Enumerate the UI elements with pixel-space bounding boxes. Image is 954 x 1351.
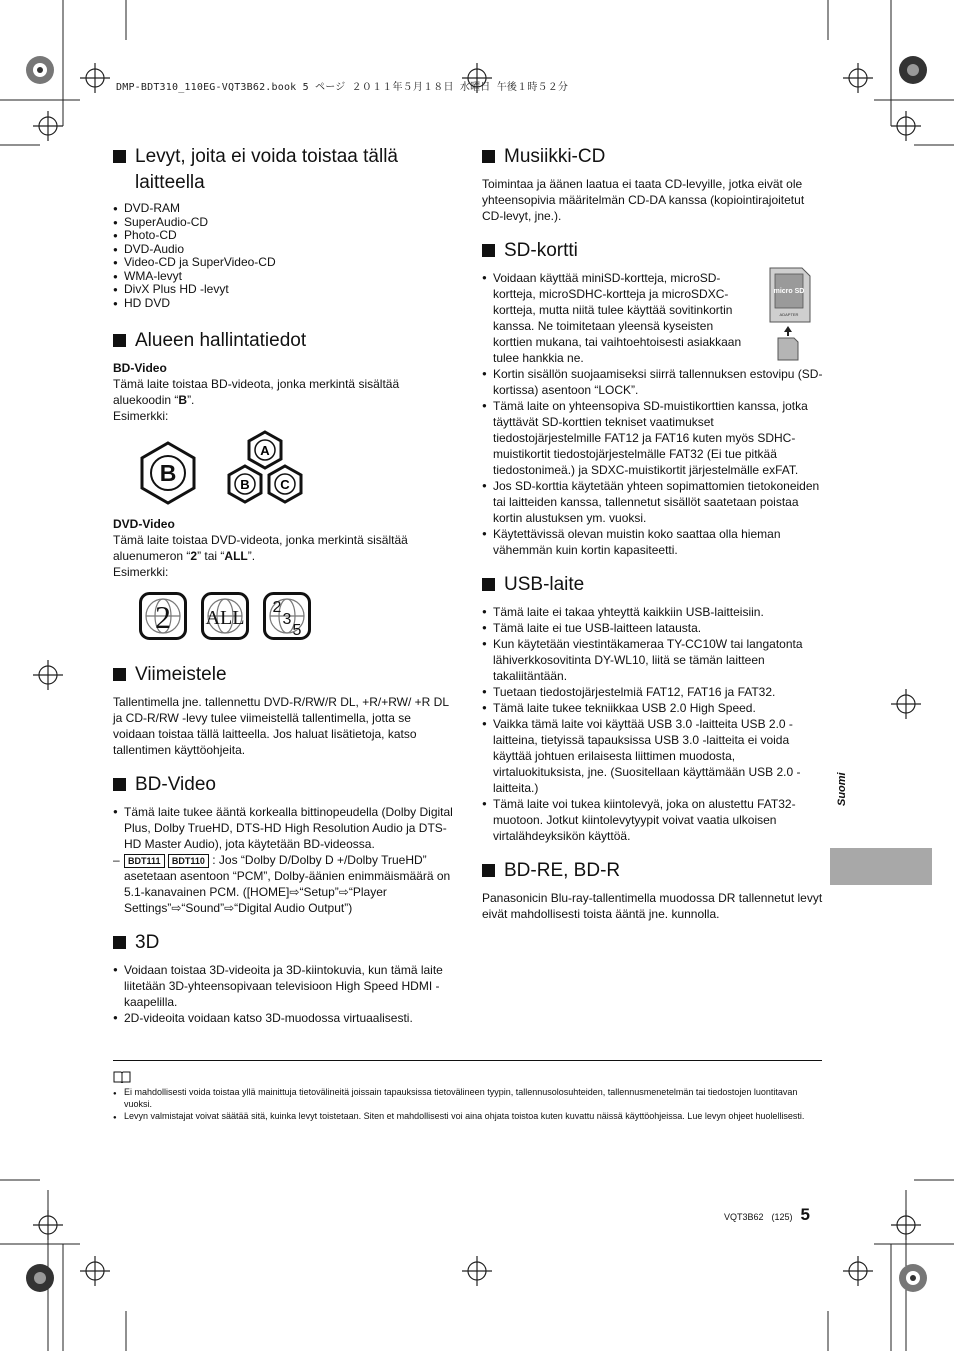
section-title: Musiikki-CD [504,146,606,167]
page-number: 5 [800,1205,811,1224]
region-code: B [178,393,188,407]
section-heading [113,144,455,196]
model-badge: BDT111 [124,854,165,868]
section-bd-re-bd-r [482,858,824,922]
left-column [113,144,455,1040]
language-tab [830,848,932,885]
list-item: ● Vaikka tämä laite voi käyttää USB 3.0 -laitteita USB 2.0 -laitteina, tietyissä tapauksissa USB 3.0 -laitteita ei voida käyttää johtuen erilaisesta liittimen muodosta, virtaluokituksista, jne. (Suositellaan käyttämään USB 2.0 -laitteita.) [482,716,824,796]
list-item: ● Käytettävissä olevan muistin koko saattaa olla hieman vähemmän kuin kortin kapasiteetti. [482,526,824,558]
bd-region-a-letter: A [260,443,270,458]
bd-region-c-letter: C [280,477,290,492]
section-sd-card [482,238,824,558]
section-finalize [113,662,455,758]
example-label: Esimerkki: [113,565,169,579]
list-item: ● Tämä laite tukee ääntä korkealla bittinopeudella (Dolby Digital Plus, Dolby TrueHD, DTS-HD High Resolution Audio ja DTS-HD Master Audio), jota käytetään BD-videossa. [113,804,455,852]
divider [113,1060,822,1061]
dvd-region-all-icon [201,592,249,640]
text-run: ”. [247,549,256,563]
example-label: Esimerkki: [113,409,169,423]
music-cd-text: Toimintaa ja äänen laatua ei taata CD-levyille, jotka eivät ole yhteensopivia määritelmän CD-DA kanssa (kopiointirajoitetut CD-levyt, jne.). [482,177,805,223]
list-item: ● Kun käytetään viestintäkameraa TY-CC10W tai langatonta lähiverkkosovitinta DY-WL10, liitä se tämän laitteen takaliitäntään. [482,636,824,684]
dvd-region-icons [139,592,455,640]
section-heading [482,572,824,598]
note-item: ● Levyn valmistajat voivat säätää sitä, kuinka levyt toistetaan. Siten et mahdollisesti voi aina ohjata toistoa kuten kuvattu näissä käyttöohjeissa. Lue levyn ohjeet huolellisesti. [113,1111,823,1123]
section-title: Viimeistele [135,664,227,685]
list-item: ● Jos SD-korttia käytetään yhteen sopimattomien tietokoneiden tai laitteiden kanssa, tallennetut sisällöt saatetaan poistaa kortin alustuksen ym. vuoksi. [482,478,824,526]
section-title: Alueen hallintatiedot [135,330,307,351]
section-heading [113,930,455,956]
square-bullet-icon [482,578,495,591]
text-run: ”. [187,393,195,407]
finalize-text: Tallentimella jne. tallennettu DVD-R/RW/R DL, +R/+RW/ +R DL ja CD-R/RW -levy tulee viimeistellä tallentimella, jotta se voidaan toistaa tällä laitteella. Jos haluat lisätietoja, katso tallentimen käyttöohjeita. [113,695,449,757]
dvd-region-all-text: ALL [205,607,245,629]
dvd-region-number: 5 [292,622,302,639]
book-icon [113,1071,131,1083]
section-music-cd [482,144,824,224]
section-title: BD-RE, BD-R [504,860,621,881]
section-heading [482,238,824,264]
bd-region-b-letter: B [240,477,250,492]
section-heading [482,144,824,170]
square-bullet-icon [113,334,126,347]
section-title: USB-laite [504,574,585,595]
text-run: ” tai “ [197,549,225,563]
bd-re-text: Panasonicin Blu-ray-tallentimella muodossa DR tallennetut levyt eivät mahdollisesti toista ääntä jne. kunnolla. [482,891,823,921]
note-item: ● Ei mahdollisesti voida toistaa yllä mainittuja tietovälineitä joissain tapauksissa tietovälineen tyypin, tallennusolosuhteiden, tallennusmenetelmän tai tiedostojen luontitavan vuoksi. [113,1087,823,1110]
dvd-region-multi-icon [263,592,311,640]
adapter-label: ADAPTER [779,312,799,317]
text-run: Tämä laite toistaa DVD-videota, jonka merkintä sisältää aluenumeron “ [113,533,408,563]
bd-region-b-letter: B [159,460,177,486]
list-item: ● Tämä laite tukee tekniikkaa USB 2.0 High Speed. [482,700,824,716]
usb-list [482,604,824,844]
region-code: 2 [190,549,198,563]
list-item: ● WMA-levyt [113,270,455,284]
list-item: ● Tämä laite on yhteensopiva SD-muistikorttien kanssa, jotka täyttävät SD-korttien tekniset vaatimukset tiedostojärjestelmille FAT12 ja FAT16 kuten myös SDHC-muistikortit tiedostojärjestelmälle FAT32 (Ei tue pitkää tiedostonimeä.) ja SDXC-muistikortit järjestelmälle exFAT. [482,398,824,478]
section-heading [482,858,824,884]
dvd-region-2-icon [139,592,187,640]
list-item: ● DivX Plus HD -levyt [113,283,455,297]
notes-list [113,1087,823,1123]
dvd-region-text [113,532,455,564]
page-footer [724,1205,810,1225]
list-item: ● DVD-RAM [113,202,455,216]
dvd-region-number: 3 [282,611,292,628]
bd-region-abc-icon [223,430,307,510]
list-item: ● 2D-videoita voidaan katso 3D-muodossa virtuaalisesti. [113,1010,455,1026]
bd-region-b-icon [135,440,201,506]
list-item: ● Tämä laite ei takaa yhteyttä kaikkiin USB-laitteisiin. [482,604,824,620]
section-title: Levyt, joita ei voida toistaa tällä laitteella [135,146,398,193]
section-title: 3D [135,932,160,953]
dvd-region-number: 2 [155,599,171,635]
square-bullet-icon [482,864,495,877]
list-item: ● SuperAudio-CD [113,216,455,230]
bd-region-text [113,376,455,408]
notes-section [113,1068,823,1124]
section-3d [113,930,455,1026]
model-badge: BDT110 [168,854,209,868]
list-item: ● HD DVD [113,297,455,311]
list-item: ● DVD-Audio [113,243,455,257]
list-item: ● Tuetaan tiedostojärjestelmiä FAT12, FAT16 ja FAT32. [482,684,824,700]
square-bullet-icon [482,150,495,163]
3d-list [113,962,455,1026]
sd-card-list [482,270,824,558]
section-title: SD-kortti [504,240,578,261]
section-usb-device [482,572,824,844]
dvd-video-subheading: DVD-Video [113,517,175,531]
section-title: BD-Video [135,774,216,795]
region-code: ALL [224,549,248,563]
section-heading [113,328,455,354]
square-bullet-icon [113,936,126,949]
bd-video-list [113,804,455,852]
section-region-info [113,328,455,640]
list-item: ● Tämä laite voi tukea kiintolevyä, joka on alustettu FAT32-muotoon. Jotkut kiintolevytyypit voivat vaatia ulkoisen virtalähdeyksikön käyttöä. [482,796,824,844]
doc-code: VQT3B62 [724,1212,764,1222]
square-bullet-icon [113,150,126,163]
text-run: Tämä laite toistaa BD-videota, jonka merkintä sisältää aluekoodin “ [113,377,400,407]
print-header: DMP-BDT310_110EG-VQT3B62.book 5 ページ ２０１１年５月１８日 水曜日 午後１時５２分 [116,82,569,93]
card-label: micro SD [773,288,805,295]
section-unplayable-discs [113,144,455,310]
model-note-text: : Jos “Dolby D/Dolby D +/Dolby TrueHD” asetetaan asentoon “PCM”, Dolby-äänien enimmäismäärä on 5.1-kanavainen PCM. ([HOME]⇨“Setup”⇨“Player Settings”⇨“Sound”⇨“Digital Audio Output”) [124,853,451,915]
right-column [482,144,824,936]
square-bullet-icon [482,244,495,257]
list-item: ● Voidaan käyttää miniSD-kortteja, microSD-kortteja, microSDHC-kortteja ja microSDXC-kortteja, mutta niitä tulee käyttää sovitinkortin kanssa. Ne toimitetaan yleensä kyseisten korttien mukana, tai vaihtoehtoisesti asiakkaan tulee hankkia ne. [482,270,824,366]
square-bullet-icon [113,668,126,681]
list-item: ● Voidaan toistaa 3D-videoita ja 3D-kiintokuvia, kun tämä laite liitetään 3D-yhteensopivaan televisioon High Speed HDMI -kaapelilla. [113,962,455,1010]
dvd-region-number: 2 [272,599,282,616]
language-label: Suomi [836,772,848,806]
page-sub-number: (125) [771,1212,793,1222]
section-heading [113,662,455,688]
unplayable-list [113,202,455,310]
list-item: ● Photo-CD [113,229,455,243]
model-note [113,852,455,916]
list-item: ● Video-CD ja SuperVideo-CD [113,256,455,270]
list-item: ● Tämä laite ei tue USB-laitteen latausta. [482,620,824,636]
list-item: ● Kortin sisällön suojaamiseksi siirrä tallennuksen estovipu (SD-kortissa) asentoon “LOCK”. [482,366,824,398]
section-bd-video [113,772,455,916]
bd-video-subheading: BD-Video [113,361,167,375]
square-bullet-icon [113,778,126,791]
bd-region-icons [135,430,455,510]
section-heading [113,772,455,798]
